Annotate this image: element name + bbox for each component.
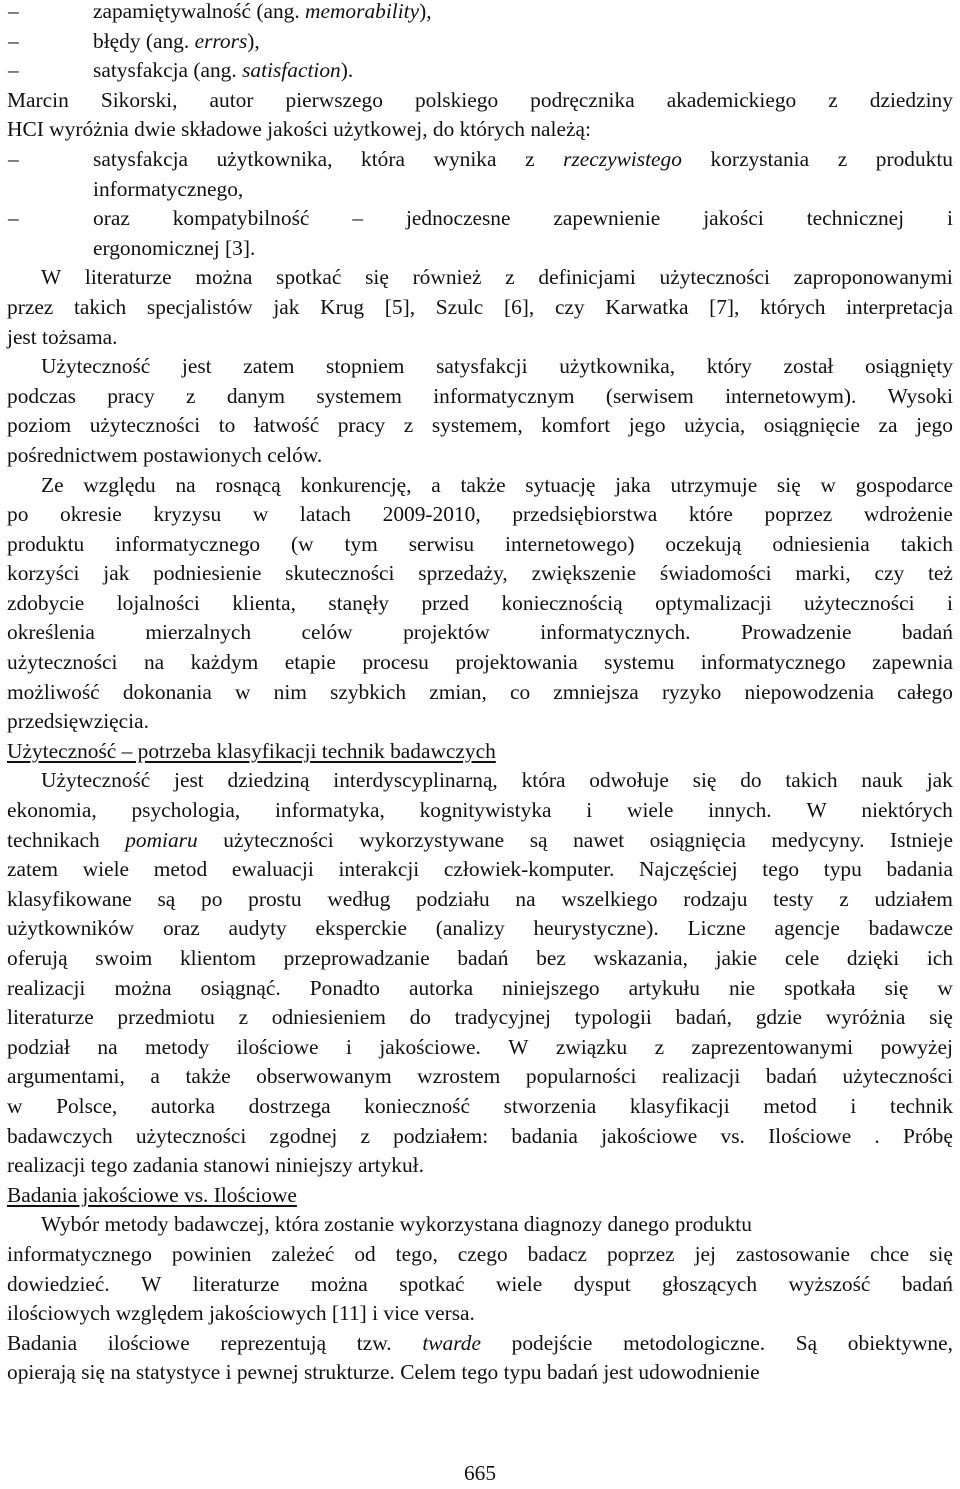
text-line [7, 1122, 953, 1152]
text-line [7, 1299, 953, 1329]
line-text: realizacji tego zadania stanowi niniejszy artykuł. [7, 1153, 424, 1178]
line-text: podczas pracy z danym systemem informatycznym (serwisem internetowym). Wysoki [7, 383, 953, 408]
line-text: Ze względu na rosnącą konkurencję, a także sytuację jaka utrzymuje się w gospodarce [41, 472, 953, 497]
line-text: informatycznego powinien zależeć od tego, czego badacz poprzez jej zastosowanie chce się [7, 1241, 953, 1266]
line-text: poziom użyteczności to łatwość pracy z systemem, komfort jego użycia, osiągnięcie za jego [7, 413, 953, 438]
text-line [7, 500, 953, 530]
line-text: ilościowych względem jakościowych [11] i vice versa. [7, 1301, 475, 1326]
text-line [7, 766, 953, 796]
line-text: technikach pomiaru użyteczności wykorzystywane są nawet osiągnięcia medycyny. Istnieje [7, 827, 953, 852]
text-line [7, 352, 953, 382]
text-line [7, 1033, 953, 1063]
line-text: możliwość dokonania w nim szybkich zmian, co zmniejsza ryzyko niepowodzenia całego [7, 679, 953, 704]
line-text: ergonomicznej [3]. [93, 235, 256, 260]
line-text: Badania jakościowe vs. Ilościowe [7, 1182, 297, 1207]
text-line [7, 175, 953, 205]
line-text: określenia mierzalnych celów projektów informatycznych. Prowadzenie badań [7, 620, 953, 645]
list-dash: – [8, 0, 19, 23]
line-text: użytkowników oraz audyty eksperckie (analizy heurystyczne). Liczne agencje badawcze [7, 916, 953, 941]
line-text: podział na metody ilościowe i jakościowe. W związku z zaprezentowanymi powyżej [7, 1034, 953, 1059]
line-text: Marcin Sikorski, autor pierwszego polskiego podręcznika akademickiego z dziedziny [7, 87, 953, 112]
text-line [7, 1062, 953, 1092]
list-item-line [7, 204, 953, 234]
line-text: W literaturze można spotkać się również z definicjami użyteczności zaproponowanymi [41, 265, 953, 290]
line-text: użyteczności na każdym etapie procesu projektowania systemu informatycznego zapewnia [7, 650, 953, 675]
text-line [7, 441, 953, 471]
page-number: 665 [463, 1461, 497, 1485]
line-text: dowiedzieć. W literaturze można spotkać wiele dysput głoszących wyższość badań [7, 1271, 953, 1296]
line-text: zapamiętywalność (ang. memorability), [93, 0, 432, 23]
line-text: satysfakcja (ang. satisfaction). [93, 58, 354, 83]
text-line [7, 707, 953, 737]
line-text: HCI wyróżnia dwie składowe jakości użytkowej, do których należą: [7, 117, 591, 142]
line-text: zatem wiele metod ewaluacji interakcji człowiek-komputer. Najczęściej tego typu badania [7, 857, 953, 882]
line-text: oferują swoim klientom przeprowadzanie badań bez wskazania, jakie cele dzięki ich [7, 946, 953, 970]
text-line [7, 1358, 953, 1388]
line-text: informatycznego, [93, 176, 244, 201]
text-line [7, 530, 953, 560]
text-line [7, 1210, 953, 1240]
line-text: pośrednictwem postawionych celów. [7, 442, 323, 467]
list-item-line [7, 145, 953, 175]
line-text: Użyteczność jest dziedziną interdyscyplinarną, która odwołuje się do takich nauk jak [41, 768, 953, 793]
text-line [7, 796, 953, 826]
text-line [7, 86, 953, 116]
line-text: satysfakcja użytkownika, która wynika z rzeczywistego korzystania z produktu [93, 146, 953, 171]
list-dash: – [8, 28, 19, 53]
line-text: produktu informatycznego (w tym serwisu internetowego) oczekują odniesienia takich [7, 531, 953, 556]
section-heading-usability [7, 737, 953, 767]
text-line [7, 234, 953, 264]
line-text: badawczych użyteczności zgodnej z podziałem: badania jakościowe vs. Ilościowe . Próbę [7, 1123, 953, 1148]
line-text: Użyteczność – potrzeba klasyfikacji technik badawczych [7, 738, 496, 763]
text-line [7, 1270, 953, 1300]
text-line [7, 944, 953, 974]
section-heading-qualitative-vs-quantitative [7, 1181, 953, 1211]
text-line [7, 115, 953, 145]
line-text: opierają się na statystyce i pewnej strukturze. Celem tego typu badań jest udowodnienie [7, 1360, 760, 1385]
text-line [7, 855, 953, 885]
line-text: Wybór metody badawczej, która zostanie wykorzystana diagnozy danego produktu [41, 1212, 752, 1237]
line-text: przez takich specjalistów jak Krug [5], Szulc [6], czy Karwatka [7], których interpretacja [7, 294, 953, 319]
line-text: Badania ilościowe reprezentują tzw. twarde podejście metodologiczne. Są obiektywne, [7, 1330, 953, 1355]
list-item-line [7, 56, 953, 86]
list-item-line [7, 27, 953, 57]
text-line [7, 293, 953, 323]
line-text: zdobycie lojalności klienta, stanęły przed koniecznością optymalizacji użyteczności i [7, 590, 953, 615]
text-line [7, 1092, 953, 1122]
line-text: korzyści jak podniesienie skuteczności sprzedaży, zwiększenie świadomości marki, czy też [7, 561, 953, 586]
list-item-line [7, 0, 953, 27]
line-text: po okresie kryzysu w latach 2009-2010, przedsiębiorstwa które poprzez wdrożenie [7, 502, 953, 527]
text-line [7, 263, 953, 293]
text-line [7, 1329, 953, 1359]
line-text: oraz kompatybilność – jednoczesne zapewnienie jakości technicznej i [93, 206, 953, 231]
line-text: błędy (ang. errors), [93, 28, 260, 53]
text-line [7, 382, 953, 412]
text-line [7, 411, 953, 441]
text-line [7, 1003, 953, 1033]
document-page [7, 0, 953, 1388]
text-line [7, 559, 953, 589]
text-line [7, 678, 953, 708]
list-dash: – [8, 146, 19, 171]
text-line [7, 885, 953, 915]
line-text: klasyfikowane są po prostu według podziału na wszelkiego rodzaju testy z udziałem [7, 886, 953, 911]
line-text: Użyteczność jest zatem stopniem satysfakcji użytkownika, który został osiągnięty [41, 354, 953, 379]
text-line [7, 648, 953, 678]
text-line [7, 826, 953, 856]
line-text: w Polsce, autorka dostrzega konieczność stworzenia klasyfikacji metod i technik [7, 1093, 953, 1118]
text-line [7, 618, 953, 648]
line-text: przedsięwzięcia. [7, 709, 149, 734]
text-line [7, 589, 953, 619]
list-dash: – [8, 58, 19, 83]
line-text: jest tożsama. [7, 324, 118, 349]
line-text: ekonomia, psychologia, informatyka, kognitywistyka i wiele innych. W niektórych [7, 798, 953, 823]
list-dash: – [8, 206, 19, 231]
line-text: argumentami, a także obserwowanym wzrostem popularności realizacji badań użyteczności [7, 1064, 953, 1089]
text-line [7, 323, 953, 353]
line-text: realizacji można osiągnąć. Ponadto autorka niniejszego artykułu nie spotkała się w [7, 975, 953, 1000]
text-line [7, 1240, 953, 1270]
text-line [7, 914, 953, 944]
line-text: literaturze przedmiotu z odniesieniem do tradycyjnej typologii badań, gdzie wyróżnia się [7, 1005, 953, 1030]
text-line [7, 471, 953, 501]
text-line [7, 974, 953, 1004]
text-line [7, 1151, 953, 1181]
